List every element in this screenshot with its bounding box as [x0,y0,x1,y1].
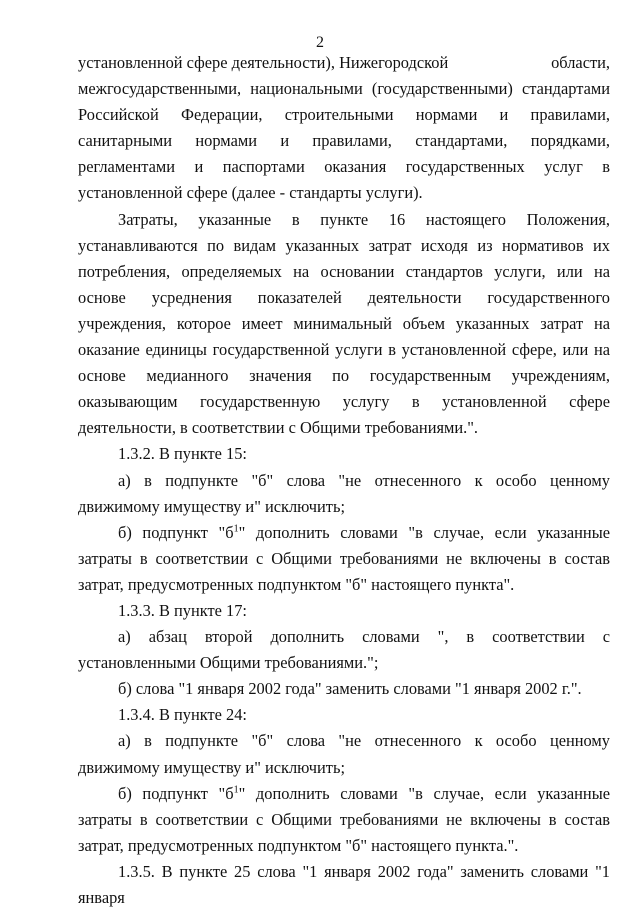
item-1-3-4-b-sup: 1 [233,784,239,796]
item-1-3-4-b-pre: б) подпункт "б [118,783,234,803]
first-line-right: области, [551,53,610,72]
first-line-left: установленной сфере деятельности), Нижегородской [78,53,449,72]
item-1-3-3-a: а) абзац второй дополнить словами ", в соответствии с установленными Общими требованиями."; [78,627,610,673]
item-1-3-3-b: б) слова "1 января 2002 года" заменить словами "1 января 2002 г.". [118,679,582,699]
item-1-3-5: 1.3.5. В пункте 25 слова "1 января 2002 года" заменить словами "1 января [78,861,610,907]
item-1-3-4-b [78,781,610,859]
page-number: 2 [316,34,324,51]
item-1-3-2-b [78,520,610,598]
item-1-3-2-b-pre: б) подпункт "б [118,522,234,542]
item-1-3-2-a: а) в подпункте "б" слова "не отнесенного к особо ценному движимому имуществу и" исключить; [78,470,610,516]
first-line [78,50,610,76]
item-1-3-4-heading: 1.3.4. В пункте 24: [118,705,247,725]
item-1-3-4-a: а) в подпункте "б" слова "не отнесенного к особо ценному движимому имуществу и" исключить; [78,731,610,777]
item-1-3-2-heading: 1.3.2. В пункте 15: [118,444,247,464]
paragraph-continuation: межгосударственными, национальными (государственными) стандартами Российской Федерации, строительными нормами и правилами, санитарными нормами и правилами, стандартами, порядками, регламентами и паспортами оказания государственных услуг в установленной сфере (далее - стандарты услуги). [78,79,610,203]
item-1-3-2-b-sup: 1 [233,523,239,535]
item-1-3-2-b-post: " дополнить словами "в случае, если указанные затраты в соответствии с Общими требованиями не включены в состав затрат, предусмотренных подпунктом "б" настоящего пункта". [78,522,610,594]
item-1-3-3-heading: 1.3.3. В пункте 17: [118,600,247,620]
paragraph-costs: Затраты, указанные в пункте 16 настоящего Положения, устанавливаются по видам указанных затрат исходя из нормативов их потребления, определяемых на основании стандартов услуги, или на основе усреднения показателей деятельности государственного учреждения, которое имеет минимальный объем указанных затрат на оказание единицы государственной услуги в установленной сфере, или на основе медианного значения по государственным учреждениям, оказывающим государственную услугу в установленной сфере деятельности, в соответствии с Общими требованиями.". [78,209,610,438]
item-1-3-4-b-post: " дополнить словами "в случае, если указанные затраты в соответствии с Общими требованиями не включены в состав затрат, предусмотренных подпунктом "б" настоящего пункта.". [78,783,610,855]
document-body [78,50,610,911]
